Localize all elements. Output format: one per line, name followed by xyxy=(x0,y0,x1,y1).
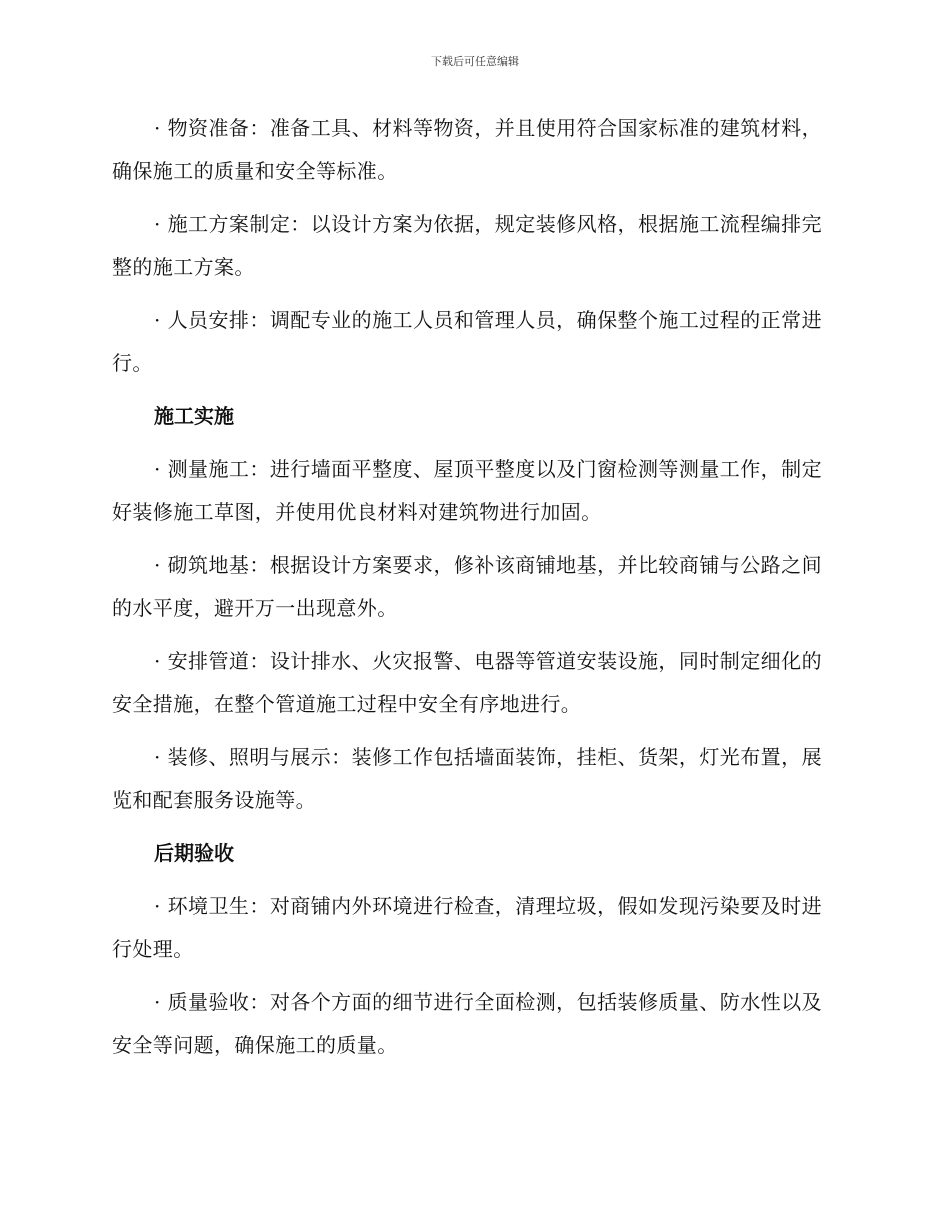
paragraph-pipelines: · 安排管道：设计排水、火灾报警、电器等管道安装设施，同时制定细化的安全措施，在整个管道施工过程中安全有序地进行。 xyxy=(112,649,822,716)
paragraph-decoration-lighting: · 装修、照明与展示：装修工作包括墙面装饰，挂柜、货架，灯光布置，展览和配套服务设施等。 xyxy=(112,745,822,812)
section-heading-acceptance: 后期验收 xyxy=(154,841,234,865)
page-header: 下载后可任意编辑 xyxy=(431,55,519,68)
section-heading-implementation: 施工实施 xyxy=(154,404,234,428)
paragraph-foundation: · 砌筑地基：根据设计方案要求，修补该商铺地基，并比较商铺与公路之间的水平度，避开万一出现意外。 xyxy=(112,553,822,620)
paragraph-construction-plan: · 施工方案制定：以设计方案为依据，规定装修风格，根据施工流程编排完整的施工方案。 xyxy=(112,212,822,279)
paragraph-quality-check: · 质量验收：对各个方面的细节进行全面检测，包括装修质量、防水性以及安全等问题，确保施工的质量。 xyxy=(112,990,822,1057)
document-body xyxy=(112,107,822,1077)
paragraph-survey: · 测量施工：进行墙面平整度、屋顶平整度以及门窗检测等测量工作，制定好装修施工草图，并使用优良材料对建筑物进行加固。 xyxy=(112,457,822,524)
paragraph-environment: · 环境卫生：对商铺内外环境进行检查，清理垃圾，假如发现污染要及时进行处理。 xyxy=(112,894,822,961)
paragraph-material-preparation: · 物资准备：准备工具、材料等物资，并且使用符合国家标准的建筑材料，确保施工的质量和安全等标准。 xyxy=(112,116,822,183)
paragraph-staffing: · 人员安排：调配专业的施工人员和管理人员，确保整个施工过程的正常进行。 xyxy=(112,308,822,375)
